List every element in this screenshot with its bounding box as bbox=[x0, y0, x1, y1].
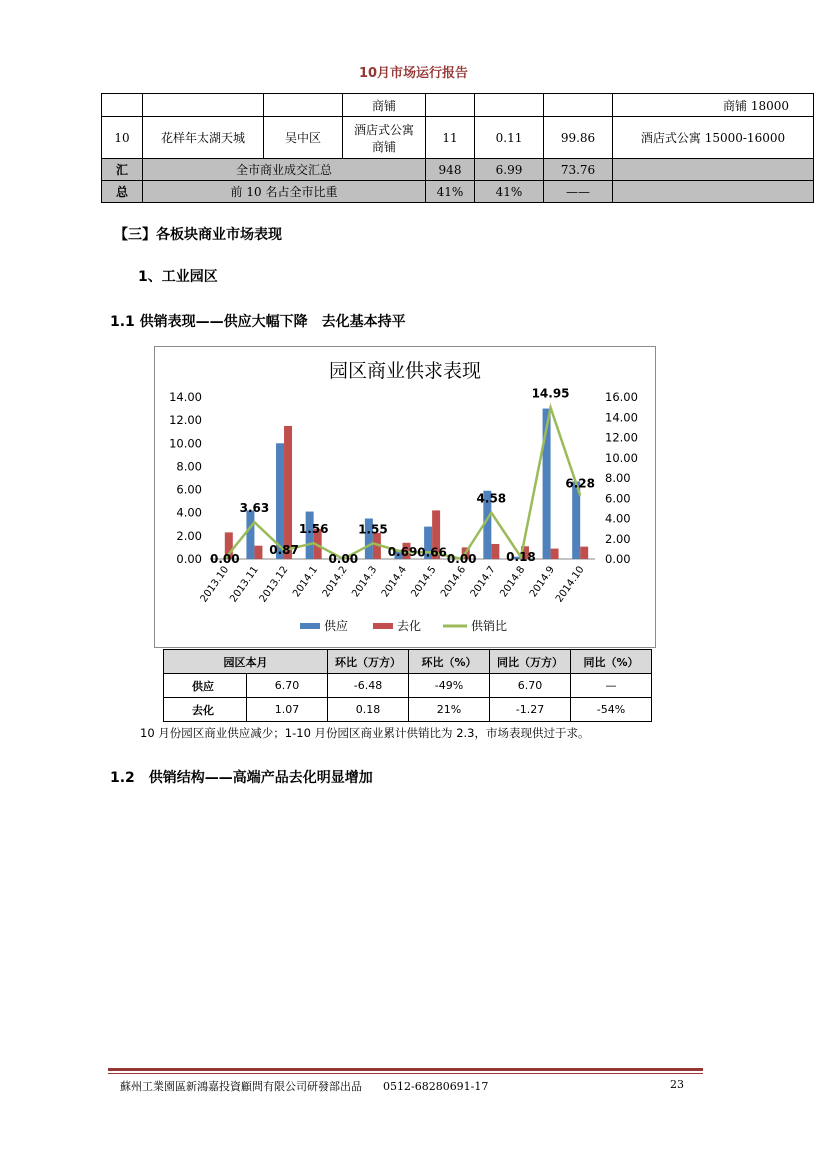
table-header: 同比（万方） bbox=[490, 650, 571, 674]
footer-text bbox=[120, 1078, 488, 1094]
report-header-title: 10月市场运行报告 bbox=[358, 66, 469, 81]
table-cell: 1.07 bbox=[247, 698, 328, 722]
x-tick-label: 2014.4 bbox=[379, 564, 409, 600]
y-tick-label-right: 4.00 bbox=[605, 511, 631, 526]
legend-label-absorption: 去化 bbox=[397, 619, 422, 633]
y-tick-label-right: 12.00 bbox=[605, 430, 638, 445]
y-tick-label-right: 2.00 bbox=[605, 531, 631, 546]
supply-demand-chart bbox=[155, 347, 655, 647]
table-cell: 商铺 18000 bbox=[613, 94, 814, 117]
row-label: 去化 bbox=[164, 698, 247, 722]
table-cell: -54% bbox=[571, 698, 652, 722]
summary-row2-area: 41% bbox=[475, 181, 544, 203]
y-tick-label-left: 0.00 bbox=[176, 552, 202, 566]
table-row bbox=[164, 698, 652, 722]
table-cell-note: 酒店式公寓 15000-16000 bbox=[613, 117, 814, 159]
x-tick-label: 2014.8 bbox=[498, 564, 528, 600]
y-tick-label-left: 12.00 bbox=[169, 413, 202, 428]
y-tick-label-left: 14.00 bbox=[169, 390, 202, 404]
x-tick-label: 2014.7 bbox=[468, 564, 498, 600]
bar-absorption bbox=[284, 426, 292, 559]
bar-supply bbox=[246, 510, 254, 559]
y-tick-label-right: 14.00 bbox=[605, 410, 638, 425]
bar-absorption bbox=[254, 546, 262, 559]
ratio-data-label: 0.00 bbox=[446, 552, 477, 566]
table-cell-area: 0.11 bbox=[475, 117, 544, 159]
ratio-data-label: 0.18 bbox=[506, 550, 536, 565]
ratio-data-label: 1.55 bbox=[358, 522, 388, 537]
table-cell bbox=[475, 94, 544, 117]
table-cell-rank: 10 bbox=[102, 117, 143, 159]
ratio-data-label: 0.87 bbox=[269, 543, 299, 558]
x-tick-label: 2014.3 bbox=[350, 564, 380, 600]
park-stats-table bbox=[163, 649, 652, 722]
summary-row1-area: 6.99 bbox=[475, 159, 544, 181]
bar-absorption bbox=[580, 547, 588, 559]
bar-supply bbox=[276, 443, 284, 559]
table-cell bbox=[544, 94, 613, 117]
type-line: 酒店式公寓 bbox=[353, 122, 414, 137]
subsubsection-heading-2: 1.2 供销结构——高端产品去化明显增加 bbox=[110, 770, 373, 786]
table-row bbox=[164, 674, 652, 698]
subsubsection-heading: 1.1 供销表现——供应大幅下降 去化基本持平 bbox=[110, 314, 406, 330]
y-tick-label-right: 16.00 bbox=[605, 390, 638, 404]
ratio-data-label: 6.28 bbox=[565, 476, 595, 491]
legend-swatch-supply bbox=[300, 623, 320, 629]
chart-title: 园区商业供求表现 bbox=[328, 360, 482, 382]
ratio-data-label: 14.95 bbox=[531, 386, 570, 401]
table-cell-type bbox=[343, 117, 426, 159]
table-cell: 21% bbox=[409, 698, 490, 722]
ratio-data-label: 4.58 bbox=[476, 491, 507, 506]
ratio-data-label: 1.56 bbox=[298, 522, 329, 537]
ratio-data-label: 3.63 bbox=[239, 501, 270, 516]
table-cell bbox=[143, 94, 264, 117]
x-tick-label: 2014.5 bbox=[409, 564, 439, 600]
legend-label-ratio: 供销比 bbox=[471, 619, 508, 633]
table-header: 园区本月 bbox=[164, 650, 328, 674]
footer-company: 蘇州工業園區新鴻嘉投資顧問有限公司研發部出品 bbox=[120, 1080, 362, 1093]
ratio-data-label: 0.66 bbox=[417, 545, 447, 560]
section-heading: 【三】各板块商业市场表现 bbox=[114, 227, 282, 243]
x-tick-label: 2014.10 bbox=[553, 564, 587, 605]
y-tick-label-right: 8.00 bbox=[605, 471, 631, 485]
summary-row2-label: 前 10 名占全市比重 bbox=[143, 181, 426, 203]
legend-swatch-absorption bbox=[373, 623, 393, 629]
table-header: 同比（%） bbox=[571, 650, 652, 674]
x-tick-label: 2014.2 bbox=[320, 564, 350, 600]
table-cell-district: 吴中区 bbox=[264, 117, 343, 159]
table-cell: — bbox=[571, 674, 652, 698]
summary-row2-units: 41% bbox=[426, 181, 475, 203]
footer-rule bbox=[108, 1068, 703, 1071]
table-cell: -49% bbox=[409, 674, 490, 698]
table-cell-price: 99.86 bbox=[544, 117, 613, 159]
footer-phone: 0512-68280691-17 bbox=[382, 1080, 489, 1093]
bar-absorption bbox=[551, 549, 559, 559]
table-cell: 6.70 bbox=[247, 674, 328, 698]
table-cell bbox=[613, 181, 814, 203]
y-tick-label-left: 4.00 bbox=[176, 505, 202, 520]
table-cell: 商铺 bbox=[343, 94, 426, 117]
x-tick-label: 2014.1 bbox=[291, 564, 321, 600]
table-cell-units: 11 bbox=[426, 117, 475, 159]
page-number: 23 bbox=[670, 1078, 684, 1091]
y-tick-label-right: 6.00 bbox=[605, 491, 631, 506]
type-line: 商铺 bbox=[371, 139, 396, 154]
table-cell: 0.18 bbox=[328, 698, 409, 722]
table-header: 环比（万方） bbox=[328, 650, 409, 674]
subsection-heading: 1、工业园区 bbox=[138, 269, 218, 285]
table-cell-project: 花样年太湖天城 bbox=[143, 117, 264, 159]
summary-row1-units: 948 bbox=[426, 159, 475, 181]
chart-container bbox=[154, 346, 656, 648]
table-header: 环比（%） bbox=[409, 650, 490, 674]
ratio-data-label: 0.00 bbox=[328, 552, 359, 566]
row-label: 供应 bbox=[164, 674, 247, 698]
bar-absorption bbox=[491, 544, 499, 559]
table-cell: -6.48 bbox=[328, 674, 409, 698]
x-tick-label: 2013.11 bbox=[228, 564, 261, 605]
table-cell bbox=[264, 94, 343, 117]
x-tick-label: 2013.12 bbox=[257, 564, 291, 605]
summary-label-bottom: 总 bbox=[102, 181, 143, 203]
footer-rule-thin bbox=[108, 1073, 703, 1074]
legend-label-supply: 供应 bbox=[324, 619, 349, 633]
summary-row1-label: 全市商业成交汇总 bbox=[143, 159, 426, 181]
ratio-data-label: 0.69 bbox=[387, 545, 418, 560]
y-tick-label-left: 6.00 bbox=[176, 482, 202, 497]
summary-label-top: 汇 bbox=[102, 159, 143, 181]
x-tick-label: 2014.6 bbox=[439, 564, 469, 600]
y-tick-label-left: 2.00 bbox=[176, 528, 202, 543]
summary-note: 10 月份园区商业供应减少；1-10 月份园区商业累计供销比为 2.3，市场表现供过于求。 bbox=[140, 726, 590, 740]
summary-row1-price: 73.76 bbox=[544, 159, 613, 181]
table-cell: -1.27 bbox=[490, 698, 571, 722]
y-tick-label-left: 8.00 bbox=[176, 459, 202, 474]
table-cell bbox=[102, 94, 143, 117]
y-tick-label-left: 10.00 bbox=[169, 436, 202, 451]
summary-row2-price: —— bbox=[544, 181, 613, 203]
table-cell: 6.70 bbox=[490, 674, 571, 698]
top-ranking-table bbox=[101, 93, 814, 203]
ratio-data-label: 0.00 bbox=[210, 552, 240, 566]
x-tick-label: 2014.9 bbox=[527, 564, 558, 600]
table-cell bbox=[426, 94, 475, 117]
x-tick-label: 2013.10 bbox=[198, 564, 232, 605]
y-tick-label-right: 10.00 bbox=[605, 450, 638, 465]
y-tick-label-right: 0.00 bbox=[605, 552, 631, 566]
table-cell bbox=[613, 159, 814, 181]
